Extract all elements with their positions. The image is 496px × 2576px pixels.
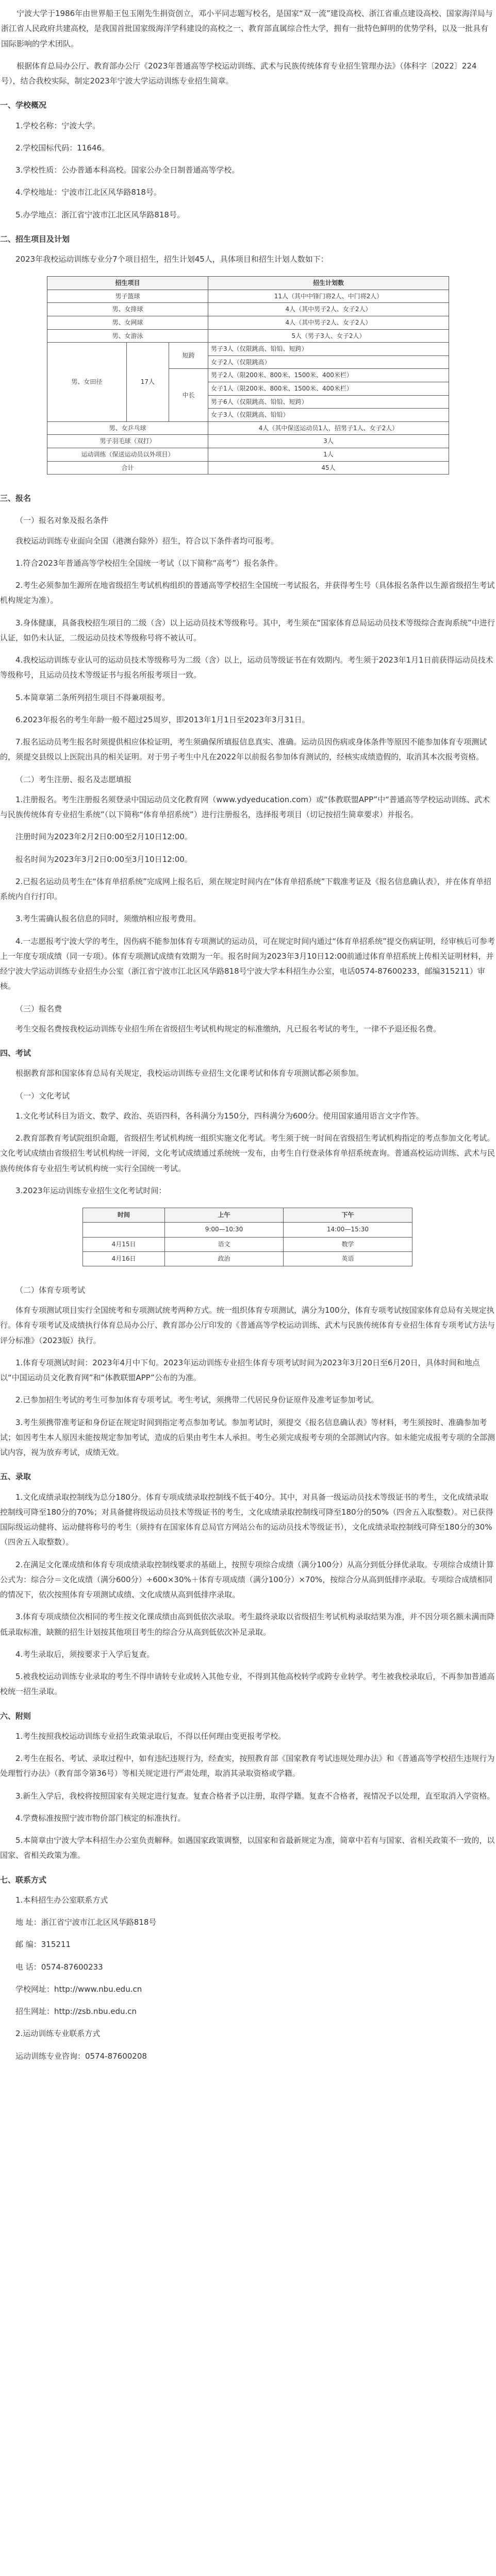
- contact-office-subtitle: 1.本科招生办公室联系方式: [15, 1895, 108, 1905]
- project-cell: 男、女网球: [47, 316, 208, 330]
- sport-exam-item: 1.体育专项测试时间：2023年4月中下旬。2023年运动训练专业招生体育专项考试时间为2023年3月20日至6月20日，具体时间和地点以“中国运动员文化教育网”和“体教联盟APP”公布的为准。: [0, 1358, 480, 1383]
- appendix-item: 3.新生入学后，我校将按照国家有关规定进行复查。复查合格者予以注册，取得学籍。复查不合格者，视情况予以处理，直至取消入学资格。: [15, 1791, 495, 1801]
- schedule-am-subject: 语文: [165, 1237, 284, 1251]
- project-cell: 男子篮球: [47, 290, 208, 303]
- sport-exam-item: 体育专项测试项目实行全国统考和专项测试统考两种方式。统一组织体育专项测试，满分为100分，体育专项考试按国家体育总局有关规定执行。体育专项考试及成绩执行体育总局办公厅、教育部办公厅印发的《普通高等学校运动训练、武术与民族传统体育专业招生体育专项考试方法与评分标准》（2023版）执行。: [0, 1306, 495, 1345]
- schedule-empty-cell: [83, 1223, 165, 1237]
- schedule-header-am: 上午: [165, 1208, 284, 1223]
- intro-paragraph-1: 宁波大学于1986年由世界船王包玉刚先生捐资创立，邓小平同志题写校名，是国家“双一流”建设高校、浙江省重点建设高校、国家海洋局与浙江省人民政府共建高校，是我国首批国家级海洋学科建设的高校之一、教育部直属综合性大学，拥有一批特色鲜明的优势学科，以及一批具有国际影响的学术团队。: [1, 9, 493, 48]
- total-label-cell: 合计: [47, 461, 208, 474]
- schedule-date-cell: 4月15日: [83, 1237, 165, 1251]
- culture-exam-item: 2.教育部教育考试院组织命题，省级招生考试机构统一组织实施文化考试。考生须于统一时间在省级招生考试机构指定的考点参加文化考试。文化考试成绩由省级招生考试机构统一评阅，文化考试成绩通过系统统一发布，由考生自行登录体育单招系统查询。普通高校运动训练、武术与民族传统体育专业招生考试机构统一实行全国统一考试。: [0, 1133, 495, 1173]
- schedule-pm-subject: 数学: [283, 1237, 412, 1251]
- schedule-pm-time: 14:00—15:30: [283, 1223, 412, 1237]
- table-row: [47, 303, 449, 316]
- appendix-item: 2.考生在报名、考试、录取过程中，如有违纪违规行为，经查实，按照教育部《国家教育考试违规处理办法》和《普通高等学校招生违规行为处理暂行办法》（教育部令第36号）等相关规定进行严肃处理，取消其录取资格或学籍。: [0, 1754, 495, 1778]
- plan-cell: 女子1人（限200米、800米、1500米、400米栏）: [208, 382, 449, 396]
- section-admission-title: 五、录取: [0, 1472, 31, 1482]
- registration-item: 4.一志愿报考宁波大学的考生，因伤病不能参加体育专项测试的运动员，可在规定时间内通过“体育单招系统”提交伤病证明，经审核后可参考上一年度专项成绩（同一专项）。体育专项测试成绩有效期为一年。报名时间为2023年3月10日12:00前通过体育单招系统上传相关证明材料，并经宁波大学运动训练专业招生办公室（浙江省宁波市江北区风华路818号宁波大学本科招生办公室，电话0574-87600233，邮编315211）审核。: [0, 936, 495, 991]
- eligibility-intro: 我校运动训练专业面向全国（港澳台除外）招生，符合以下条件者均可报考。: [15, 536, 279, 546]
- contact-phone: 电 话：0574-87600233: [15, 1962, 103, 1972]
- schedule-pm-subject: 英语: [283, 1251, 412, 1266]
- section-contact-title: 七、联系方式: [0, 1875, 47, 1885]
- project-cell: 男子羽毛球（双打）: [47, 435, 208, 448]
- sport-exam-subtitle: （二）体育专项考试: [15, 1285, 86, 1295]
- plan-cell: 4人（其中男子2人、女子2人）: [208, 316, 449, 330]
- section-appendix-title: 六、附则: [0, 1711, 31, 1721]
- schedule-am-time: 9:00—10:30: [165, 1223, 284, 1237]
- table-header-row: [47, 277, 449, 290]
- admission-item: 4.考生录取后，须按要求于入学后复查。: [15, 1649, 155, 1659]
- exam-schedule-table: [82, 1208, 412, 1266]
- appendix-item: 5.本简章由宁波大学本科招生办公室负责解释。如遇国家政策调整，以国家和省最新规定为准，简章中若有与国家、省相关政策不一致的，以国家、省相关政策为准。: [0, 1836, 495, 1860]
- registration-item: 3.考生需确认报名信息的同时，须缴纳相应报考费用。: [15, 914, 201, 924]
- eligibility-item: 6.2023年报名的考生年龄一般不超过25周岁，即2013年1月1日至2023年3月31日。: [15, 715, 310, 724]
- registration-fee-text: 考生交报名费按我校运动训练专业招生所在省级招生考试机构规定的标准缴纳，凡已报名考试的考生，一律不予退还报名费。: [15, 1024, 441, 1033]
- school-location-item: 5.办学地点：浙江省宁波市江北区风华路818号。: [15, 210, 185, 219]
- school-address-item: 4.学校地址：宁波市江北区风华路818号。: [15, 188, 161, 197]
- table-row: [47, 290, 449, 303]
- enrollment-plan-table: [47, 276, 449, 474]
- school-nature-item: 3.学校性质：公办普通本科高校。国家公办全日制普通高等学校。: [15, 165, 240, 175]
- eligibility-item: 3.身体健康，具备我校招生项目的二级（含）以上运动员技术等级称号。其中，考生须在“国家体育总局运动员技术等级综合查询系统”中进行认证，如仍未认证，二级运动员技术等级称号将不被认可。: [0, 618, 495, 642]
- schedule-header-row: [83, 1208, 412, 1223]
- column-header-project: 招生项目: [47, 277, 208, 290]
- plan-intro: 2023年我校运动训练专业分7个项目招生，招生计划45人，具体项目和招生计划人数如下：: [15, 255, 328, 264]
- table-row: [47, 421, 449, 435]
- eligibility-item: 1.符合2023年普通高等学校招生全国统一考试（以下简称“高考”）报名条件。: [15, 558, 283, 568]
- plan-cell: 4人（其中男子2人、女子2人）: [208, 303, 449, 316]
- schedule-header-date: 时间: [83, 1208, 165, 1223]
- eligibility-item: 2.考生必须参加生源所在地省级招生考试机构组织的普通高等学校招生全国统一考试报名，并获得考生号（具体报名条件以生源省级招生考试机构规定为准）。: [0, 581, 495, 605]
- schedule-header-pm: 下午: [283, 1208, 412, 1223]
- section-school-overview-title: 一、学校概况: [0, 100, 47, 110]
- schedule-date-cell: 4月16日: [83, 1251, 165, 1266]
- plan-cell: 11人（其中中锋门将2人、中门将2人）: [208, 290, 449, 303]
- plan-cell: 女子3人（仅限跳高、铅铅）: [208, 409, 449, 422]
- registration-fee-subtitle: （三）报名费: [15, 1004, 62, 1013]
- eligibility-item: 7.报名运动员考生报名时须提供相应体检证明，考生须确保所填报信息真实、准确。运动员因伤病或身体条件等原因不能参加体育专项测试的，须提交县级以上医院出具的相关证明。对于男子考生中凡在2022年以前报名参加体育测试的，经核实成绩造假的，取消其本次报考资格。: [0, 737, 487, 762]
- column-header-plan: 招生计划数: [208, 277, 449, 290]
- total-value-cell: 45人: [208, 461, 449, 474]
- plan-cell: 男子3人（仅限跳高、铅铅、短跨）: [208, 343, 449, 356]
- section-plan-title: 二、招生项目及计划: [0, 234, 70, 244]
- culture-exam-item: 3.2023年运动训练专业招生文化考试时间：: [15, 1185, 167, 1195]
- table-row: [47, 316, 449, 330]
- project-cell: 男、女乒乓球: [47, 421, 208, 435]
- eligibility-item: 4.我校运动训练专业认可的运动员技术等级称号为二级（含）以上，运动员等级证书在有效期内。考生须于2023年1月1日前获得运动员技术等级称号，且运动员技术等级证书与报名所报考项目一致。: [0, 655, 493, 680]
- plan-cell: 1人: [208, 448, 449, 461]
- contact-major-phone: 运动训练专业咨询：0574-87600208: [15, 2051, 147, 2061]
- sport-exam-item: 3.考生须携带准考证和身份证在规定时间到指定考点参加考试。参加考试时，须提交《报名信息确认表》等材料，考生须按时、准确参加考试；如因考生本人原因未能按规定参加考试，造成的后果由考生本人承担。考生必须完成报考专项的全部测试内容。如未能完成报考专项的全部测试内容，视为放弃考试，成绩无效。: [0, 1417, 495, 1458]
- section-exam-title: 四、考试: [0, 1048, 31, 1058]
- table-row: [47, 329, 449, 343]
- table-row: [83, 1251, 412, 1266]
- appendix-item: 4.学费标准按照宁波市物价部门核定的标准执行。: [15, 1813, 186, 1823]
- admission-item: 1.文化成绩录取控制线为总分180分。体育专项成绩录取控制线不低于40分。其中，对具备一级运动员技术等级证书的考生，文化成绩录取控制线可降至180分的70%；对具备健将级运动员技术等级证书的考生，文化成绩录取控制线可降至180分的50%（四舍五入取整数）。对已获得国际级运动健将、运动健将称号的考生（须持有在国家体育总局官方网站公布的运动员技术等级证书），文化成绩录取控制线可降至180分的30%（四舍五入取整数）。: [0, 1492, 493, 1547]
- plan-cell: 男子2人（限200米、800米、1500米、400米栏）: [208, 369, 449, 382]
- contact-school-website[interactable]: 学校网址：http://www.nbu.edu.cn: [15, 1984, 142, 1994]
- contact-postcode: 邮 编：315211: [15, 1940, 71, 1950]
- admission-item: 3.体育专项成绩位次相同的考生按文化课成绩由高到低依次录取。考生最终录取以省级招生考试机构录取结果为准，并不因分项名额未满而降低录取标准，缺额的招生计划按其他项目考生的综合分从高到低依次补足录取。: [0, 1612, 495, 1637]
- project-cell: 运动训练（保送运动员以外项目）: [47, 448, 208, 461]
- contact-address: 地 址：浙江省宁波市江北区风华路818号: [15, 1918, 157, 1927]
- school-code-item: 2.学校国标代码：11646。: [15, 143, 110, 152]
- plan-table-wrapper: [0, 274, 496, 482]
- table-row: [47, 448, 449, 461]
- track-group-1-cell: 短跨: [169, 343, 208, 369]
- appendix-item: 1.考生按照我校运动训练专业招生政策录取后，不得以任何理由变更报考学校。: [15, 1731, 286, 1741]
- plan-cell: 3人: [208, 435, 449, 448]
- project-cell: 男、女排球: [47, 303, 208, 316]
- track-total-cell: 17人: [126, 343, 169, 422]
- admission-item: 2.在满足文化课成绩和体育专项成绩录取控制线要求的基础上，按照专项综合成绩（满分100分）从高分到低分择优录取。专项综合成绩计算公式为：综合分＝文化成绩（满分600分）÷600×30%＋体育专项成绩（满分100分）×70%，按综合分从高到低排序录取。专项综合成绩相同的情况下，依次按照体育专项测试成绩、文化成绩从高到低排序录取。: [0, 1560, 494, 1600]
- schedule-am-subject: 政治: [165, 1251, 284, 1266]
- registration-item: 注册时间为2023年2月2日0:00至2月10日12:00。: [15, 832, 192, 842]
- exam-intro: 根据教育部和国家体育总局有关规定，我校运动训练专业招生文化课考试和体育专项测试都必须参加。: [15, 1069, 364, 1078]
- contact-major-subtitle: 2.运动训练专业联系方式: [15, 2029, 101, 2039]
- eligibility-item: 5.本简章第二条所列招生项目不得兼项报考。: [15, 692, 170, 702]
- exam-schedule-wrapper: [0, 1206, 496, 1276]
- table-row: [83, 1237, 412, 1251]
- contact-admission-website[interactable]: 招生网址：http://zsb.nbu.edu.cn: [15, 2007, 137, 2016]
- project-cell: 男、女游泳: [47, 329, 208, 343]
- plan-cell: 5人（男子3人、女子2人）: [208, 329, 449, 343]
- culture-exam-item: 1.文化考试科目为语文、数学、政治、英语四科，各科满分为150分，四科满分为600分。使用国家通用语言文字作答。: [15, 1111, 424, 1121]
- school-name-item: 1.学校名称：宁波大学。: [15, 121, 101, 130]
- registration-item: 报名时间为2023年3月2日0:00至3月10日12:00。: [15, 854, 192, 864]
- table-row: [47, 343, 449, 356]
- table-total-row: [47, 461, 449, 474]
- registration-process-subtitle: （二）考生注册、报名及志愿填报: [15, 774, 132, 784]
- registration-item: 2.已报名运动员考生在“体育单招系统”完成网上报名后，须在规定时间内在“体育单招系统”下载准考证及《报名信息确认表》，并在体育单招系统内自行打印。: [0, 876, 491, 902]
- section-registration-title: 三、报名: [0, 494, 31, 503]
- schedule-time-row: [83, 1223, 412, 1237]
- intro-paragraph-2: 根据体育总局办公厅、教育部办公厅《2023年普通高等学校运动训练、武术与民族传统体育专业招生管理办法》（体科字〔2022〕224号），结合我校实际，制定2023年宁波大学运动训练专业招生简章。: [1, 61, 477, 86]
- registration-eligibility-subtitle: （一）报名对象及报名条件: [15, 516, 109, 526]
- track-project-cell: 男、女田径: [47, 343, 127, 422]
- plan-cell: 女子2人（仅限跳高）: [208, 355, 449, 369]
- registration-item: 1.注册报名。考生注册报名须登录中国运动员文化教育网（www.ydyeducation.com）或“体教联盟APP”中“普通高等学校运动训练、武术与民族传统体育专业招生系统”（以下简称“体育单招系统”）进行注册报名，选择报考项目（切记按招生简章要求）并报名。: [0, 794, 490, 820]
- sport-exam-item: 2.已参加招生考试的考生可参加体育专项考试。考生考试，须携带二代居民身份证原件及准考证参加考试。: [15, 1395, 379, 1405]
- table-row: [47, 435, 449, 448]
- plan-cell: 4人（其中保送运动员1人，招男子1人、女子2人）: [208, 421, 449, 435]
- track-group-2-cell: 中长: [169, 369, 208, 421]
- culture-exam-subtitle: （一）文化考试: [15, 1091, 70, 1100]
- plan-cell: 男子6人（仅限跳高、铅铅、短跨）: [208, 395, 449, 409]
- admission-item: 5.被我校运动训练专业录取的考生不得申请转专业或转入其他专业，不得到其他高校转学或跨专业转学。考生被我校录取后，不再参加普通高校统一招生录取。: [0, 1672, 495, 1697]
